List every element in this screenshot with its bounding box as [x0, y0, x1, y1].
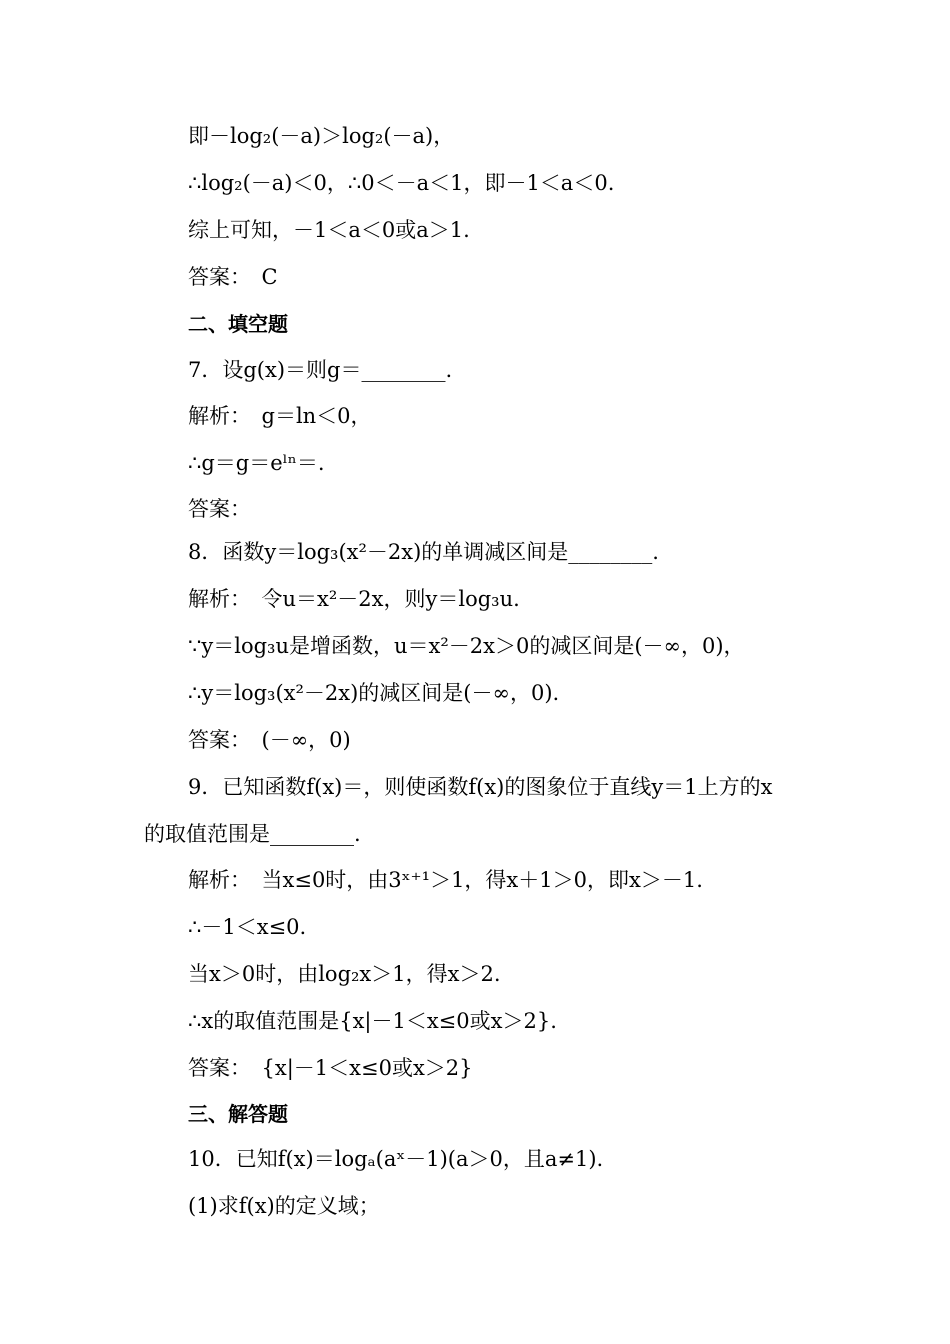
solution-8-line-2: ∵y＝log₃u是增函数，u＝x²－2x＞0的减区间是(－∞，0)，	[188, 634, 745, 658]
question-10-part-1: (1)求f(x)的定义域；	[188, 1194, 380, 1218]
answer-line-9: 答案： {x|－1＜x≤0或x＞2}	[188, 1056, 473, 1080]
answer-line-6: 答案： C	[188, 265, 278, 289]
solution-9-line-2: ∴－1＜x≤0.	[188, 915, 307, 939]
solution-7-line-2: ∴g＝g＝eˡⁿ＝.	[188, 451, 325, 475]
question-10: 10．已知f(x)＝logₐ(aˣ－1)(a＞0，且a≠1).	[188, 1147, 604, 1171]
text-line-2: ∴log₂(－a)＜0，∴0＜－a＜1，即－1＜a＜0.	[188, 171, 615, 195]
solution-8-line-3: ∴y＝log₃(x²－2x)的减区间是(－∞，0).	[188, 681, 560, 705]
section-heading-problems: 三、解答题	[188, 1102, 288, 1126]
question-9-line-2: 的取值范围是________.	[144, 822, 361, 846]
section-heading-fill-in: 二、填空题	[188, 312, 288, 336]
question-7: 7．设g(x)＝则g＝________.	[188, 358, 453, 382]
solution-9-line-4: ∴x的取值范围是{x|－1＜x≤0或x＞2}.	[188, 1009, 557, 1033]
answer-line-7: 答案：	[188, 497, 251, 521]
solution-9-line-3: 当x＞0时，由log₂x＞1，得x＞2.	[188, 962, 501, 986]
solution-7-line-1: 解析： g＝ln＜0，	[188, 404, 372, 428]
question-9-line-1: 9．已知函数f(x)＝，则使函数f(x)的图象位于直线y＝1上方的x	[188, 775, 773, 799]
solution-9-line-1: 解析： 当x≤0时，由3ˣ⁺¹＞1，得x＋1＞0，即x＞－1.	[188, 868, 703, 892]
answer-line-8: 答案： (－∞，0)	[188, 728, 351, 752]
text-line-3: 综上可知，－1＜a＜0或a＞1.	[188, 218, 470, 242]
solution-8-line-1: 解析： 令u＝x²－2x，则y＝log₃u.	[188, 587, 520, 611]
question-8: 8．函数y＝log₃(x²－2x)的单调减区间是________.	[188, 540, 659, 564]
text-line-1: 即－log₂(－a)＞log₂(－a)，	[188, 124, 455, 148]
